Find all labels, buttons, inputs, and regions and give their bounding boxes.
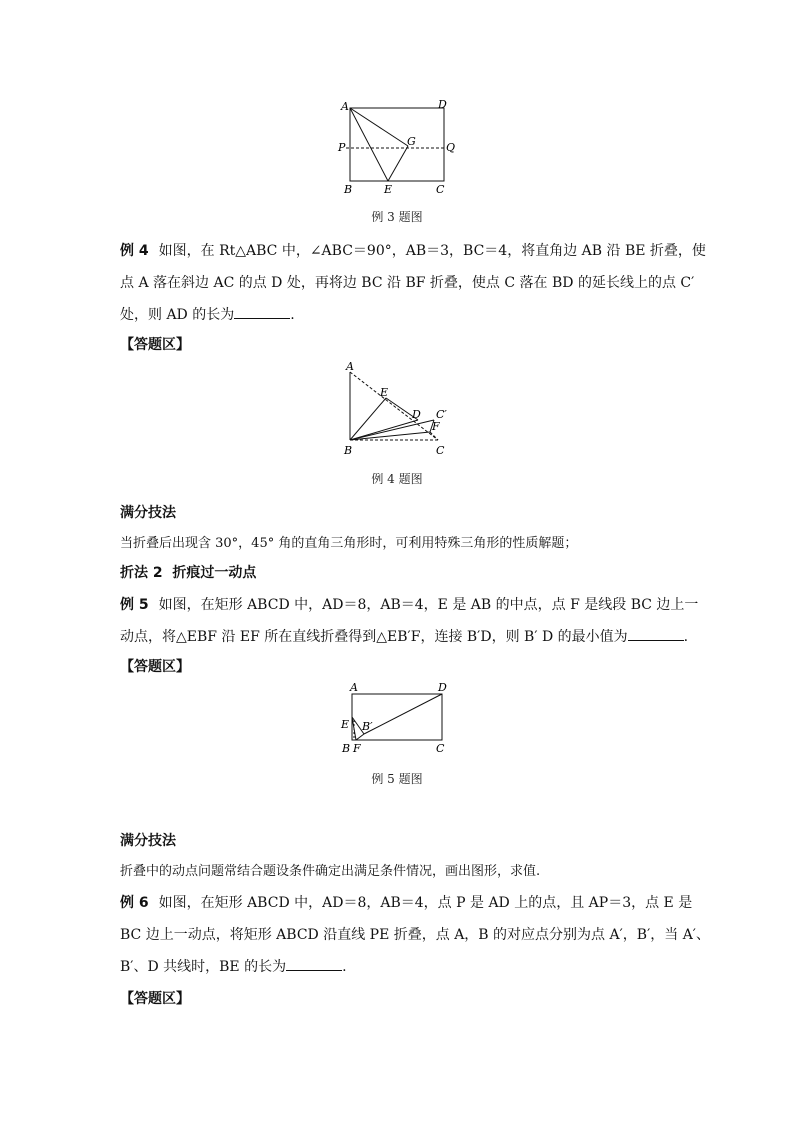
label-c: C (436, 444, 445, 457)
figure-4-caption: 例 4 题图 (371, 472, 423, 486)
label-b-prime: B′ (362, 720, 373, 733)
tips-heading-1: 满分技法 (120, 505, 176, 521)
figure-4 (338, 360, 458, 460)
label-c: C (436, 183, 445, 196)
example-4-line-2: 点 A 落在斜边 AC 的点 D 处，再将边 BC 沿 BF 折叠，使点 C 落在 BD 的延长线上的点 C′ (120, 275, 695, 291)
example-6-line-2: BC 边上一动点，将矩形 ABCD 沿直线 PE 折叠，点 A，B 的对应点分别为点 A′，B′，当 A′、 (120, 927, 710, 943)
label-b: B (344, 183, 353, 196)
label-p: P (338, 141, 346, 154)
example-4-line-3: 处，则 AD 的长为 . (120, 307, 295, 323)
example-6-line-1: 例 6 如图，在矩形 ABCD 中，AD＝8，AB＝4，点 P 是 AD 上的点，且 AP＝3，点 E 是 (120, 895, 693, 911)
example-6-label: 例 6 (120, 895, 149, 911)
figure-5-caption: 例 5 题图 (371, 772, 423, 786)
label-a: A (346, 360, 354, 373)
label-q: Q (446, 141, 456, 154)
example-6-line-3: B′、D 共线时，BE 的长为 . (120, 959, 347, 975)
label-f: F (432, 420, 440, 433)
label-f: F (353, 742, 361, 755)
example-5-label: 例 5 (120, 597, 149, 613)
answer-blank[interactable] (286, 958, 342, 971)
example-4-line-1: 例 4 如图，在 Rt△ABC 中，∠ABC＝90°，AB＝3，BC＝4，将直角边 AB 沿 BE 折叠，使 (120, 243, 706, 259)
figure-3 (336, 98, 466, 198)
figure-3-caption: 例 3 题图 (371, 210, 423, 224)
label-d: D (412, 408, 421, 421)
example-4-label: 例 4 (120, 243, 149, 259)
tips-text-2: 折叠中的动点问题常结合题设条件确定出满足条件情况，画出图形，求值. (120, 864, 541, 879)
example-6-answer-area: 【答题区】 (120, 991, 190, 1007)
tips-heading-2: 满分技法 (120, 833, 176, 849)
example-5-line-2: 动点，将△EBF 沿 EF 所在直线折叠得到△EB′F，连接 B′D，则 B′ D 的最小值为 . (120, 629, 689, 645)
label-e: E (380, 386, 389, 399)
example-5-answer-area: 【答题区】 (120, 659, 190, 675)
label-d: D (438, 681, 447, 694)
label-a: A (341, 100, 349, 113)
tips-text-1: 当折叠后出现含 30°，45° 角的直角三角形时，可利用特殊三角形的性质解题； (120, 536, 578, 551)
label-d: D (438, 98, 447, 111)
method-2-heading: 折法 2 折痕过一动点 (120, 565, 257, 581)
label-b: B (344, 444, 353, 457)
label-c-prime: C′ (436, 408, 447, 421)
label-b: B (342, 742, 351, 755)
example-4-answer-area: 【答题区】 (120, 337, 190, 353)
label-a: A (350, 681, 358, 694)
answer-blank[interactable] (234, 306, 290, 319)
label-e: E (341, 718, 350, 731)
label-c: C (436, 742, 445, 755)
answer-blank[interactable] (628, 628, 684, 641)
example-5-line-1: 例 5 如图，在矩形 ABCD 中，AD＝8，AB＝4，E 是 AB 的中点，点 F 是线段 BC 边上一 (120, 597, 699, 613)
label-e: E (384, 183, 393, 196)
label-g: G (407, 135, 416, 148)
figure-5 (338, 680, 458, 760)
